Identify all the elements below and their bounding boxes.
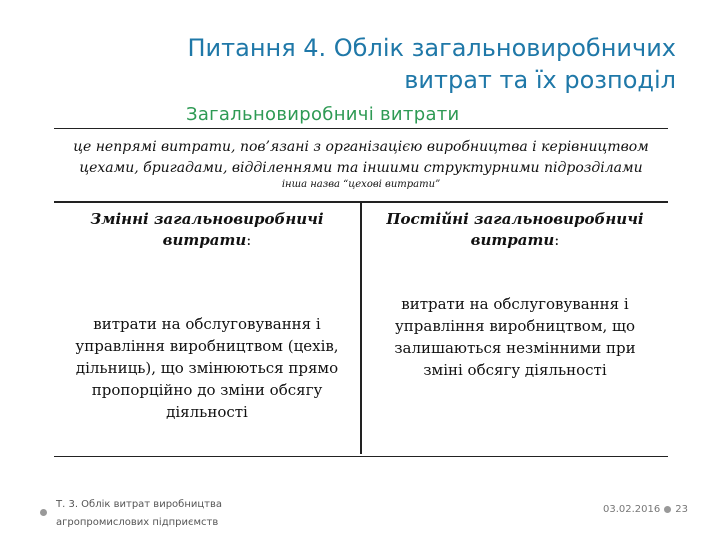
slide-title-line-2: витрат та їх розподіл (404, 66, 676, 94)
footer-meta (603, 504, 688, 515)
variable-heading-word: витрати (162, 231, 247, 249)
fixed-costs-cell (362, 203, 668, 454)
slide-title (56, 32, 676, 96)
footer-course-line-1: Т. 3. Облік витрат виробництва (56, 499, 223, 510)
definition-line-1: це непрямі витрати, пов’язані з організацією виробництва і керівництвом (73, 139, 649, 155)
fixed-desc-line-3: залишаються незмінними при (394, 339, 636, 357)
costs-table (54, 128, 668, 457)
variable-costs-heading (54, 203, 360, 251)
variable-desc-line-4: пропорційно до зміни обсягу (91, 381, 323, 399)
variable-costs-cell (54, 203, 362, 454)
fixed-heading-colon: : (554, 231, 560, 249)
variable-costs-description (54, 313, 360, 423)
fixed-heading-line-2 (362, 230, 668, 251)
footer-course (46, 496, 222, 532)
fixed-desc-line-1: витрати на обслуговування і (401, 295, 629, 313)
variable-desc-line-3: дільниць), що змінюються прямо (75, 359, 339, 377)
fixed-desc-line-2: управління виробництвом, що (394, 317, 636, 335)
footer-course-line-2: агропромислових підприємств (56, 517, 219, 528)
variable-heading-colon: : (246, 231, 252, 249)
footer-bullet-icon (40, 509, 47, 516)
fixed-heading-word: витрати (470, 231, 555, 249)
variable-desc-line-2: управління виробництвом (цехів, (75, 337, 339, 355)
slide-title-line-1: Питання 4. Облік загальновиробничих (187, 34, 676, 62)
alternative-name: інша назва “цехові витрати” (281, 179, 441, 190)
definition-cell (54, 129, 668, 203)
fixed-heading-line-1: Постійні загальновиробничі (386, 210, 644, 228)
footer-date: 03.02.2016 (603, 504, 661, 515)
fixed-costs-heading (362, 203, 668, 251)
definition-line-2: цехами, бригадами, відділеннями та іншими структурними підрозділами (79, 160, 643, 176)
variable-heading-line-2 (54, 230, 360, 251)
fixed-costs-description (362, 293, 668, 381)
variable-desc-line-1: витрати на обслуговування і (93, 315, 321, 333)
footer-page-number: 23 (675, 504, 688, 515)
variable-desc-line-5: діяльності (166, 403, 248, 421)
variable-heading-line-1: Змінні загальновиробничі (90, 210, 324, 228)
fixed-desc-line-4: зміні обсягу діяльності (423, 361, 607, 379)
footer-separator-icon (664, 506, 671, 513)
cost-types-row (54, 203, 668, 454)
slide-subtitle: Загальновиробничі витрати (186, 104, 460, 125)
